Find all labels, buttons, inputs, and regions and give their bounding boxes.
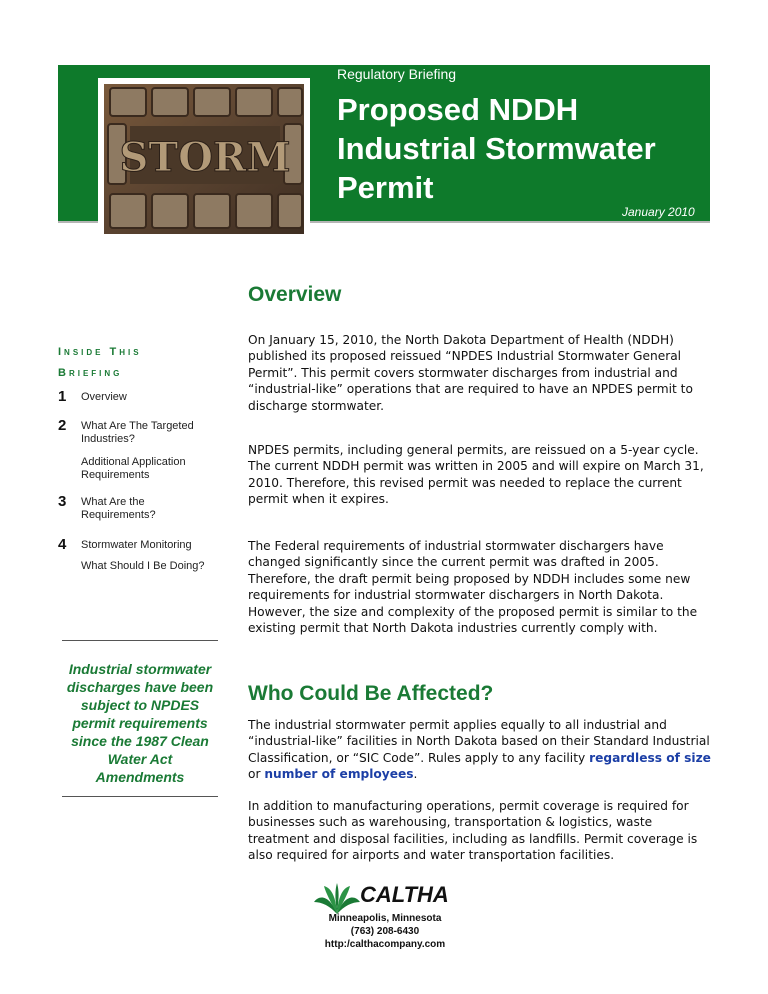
toc-label: Additional Application Requirements xyxy=(81,456,186,481)
affected-heading: Who Could Be Affected? xyxy=(248,682,494,705)
affected-paragraph-2: In addition to manufacturing operations, permit coverage is required for businesses such as warehousing, transportation & logistics, waste treatment and disposal facilities, including as landfills. Permit coverage is also required for airports and water transportation facilities. xyxy=(248,799,698,863)
overview-paragraph-1: On January 15, 2010, the North Dakota Department of Health (NDDH) published its proposed reissued “NPDES Industrial Stormwater General Permit”. This permit covers stormwater discharges from industrial and “industrial-like” operations that are required to have an NPDES permit to discharge stormwater. xyxy=(248,333,693,413)
callout-bottom-rule xyxy=(62,796,218,797)
callout-top-rule xyxy=(62,640,218,641)
number-of-employees-link[interactable]: number of employees xyxy=(264,767,414,782)
overview-paragraph-2: NPDES permits, including general permits, are reissued on a 5-year cycle. The current NDDH permit was written in 2005 and will expire on March 31, 2010. Therefore, this revised permit was needed to replace the current permit when it expires. xyxy=(248,443,704,507)
briefing-label: Regulatory Briefing xyxy=(337,66,457,82)
storm-drain-photo xyxy=(98,78,310,240)
toc-number: 2 xyxy=(58,417,67,434)
sidebar-heading xyxy=(58,342,218,384)
toc-label: What Are the Requirements? xyxy=(81,496,156,521)
affected-text-mid: or xyxy=(248,767,265,782)
regardless-of-size-link[interactable]: regardless of size xyxy=(589,750,711,765)
affected-text-end: . xyxy=(413,767,418,782)
page-title: Proposed NDDH Industrial Stormwater Permit xyxy=(337,92,656,205)
overview-heading: Overview xyxy=(248,283,342,306)
sidebar-callout: Industrial stormwater discharges have been subject to NPDES permit requirements since the 1987 Clean Water Act Amendments xyxy=(66,661,214,785)
caltha-leaf-icon xyxy=(312,880,362,916)
toc-label: What Should I Be Doing? xyxy=(81,560,205,572)
sidebar-heading-line2: Briefing xyxy=(58,367,123,379)
contact-website[interactable]: http:/calthacompany.com xyxy=(324,939,446,950)
issue-date: January 2010 xyxy=(622,205,695,219)
toc-label: Overview xyxy=(81,391,127,403)
svg-text:STORM: STORM xyxy=(119,134,291,181)
toc-label: What Are The Targeted Industries? xyxy=(81,420,194,445)
toc-number: 3 xyxy=(58,493,67,510)
toc-number: 4 xyxy=(58,536,67,553)
contact-city: Minneapolis, Minnesota xyxy=(328,913,442,924)
contact-phone: (763) 208-6430 xyxy=(350,926,420,937)
toc-number: 1 xyxy=(58,388,67,405)
toc-label: Stormwater Monitoring xyxy=(81,539,192,551)
affected-text-start: The industrial stormwater permit applies equally to all industrial and “industrial-like” facilities in North Dakota based on their Standard Industrial Classification, or “SIC Code”. Rules apply to any facility xyxy=(248,718,710,765)
caltha-logo-text: CALTHA xyxy=(360,882,449,907)
sidebar-heading-line1: Inside This xyxy=(58,346,142,358)
overview-paragraph-3: The Federal requirements of industrial stormwater dischargers have changed significantly since the current permit was drafted in 2005. Therefore, the draft permit being proposed by NDDH includes some new requirements for industrial stormwater dischargers in North Dakota. However, the size and complexity of the proposed permit is similar to the existing permit that North Dakota industries currently comply with. xyxy=(248,539,698,636)
affected-paragraph-1 xyxy=(248,717,714,783)
